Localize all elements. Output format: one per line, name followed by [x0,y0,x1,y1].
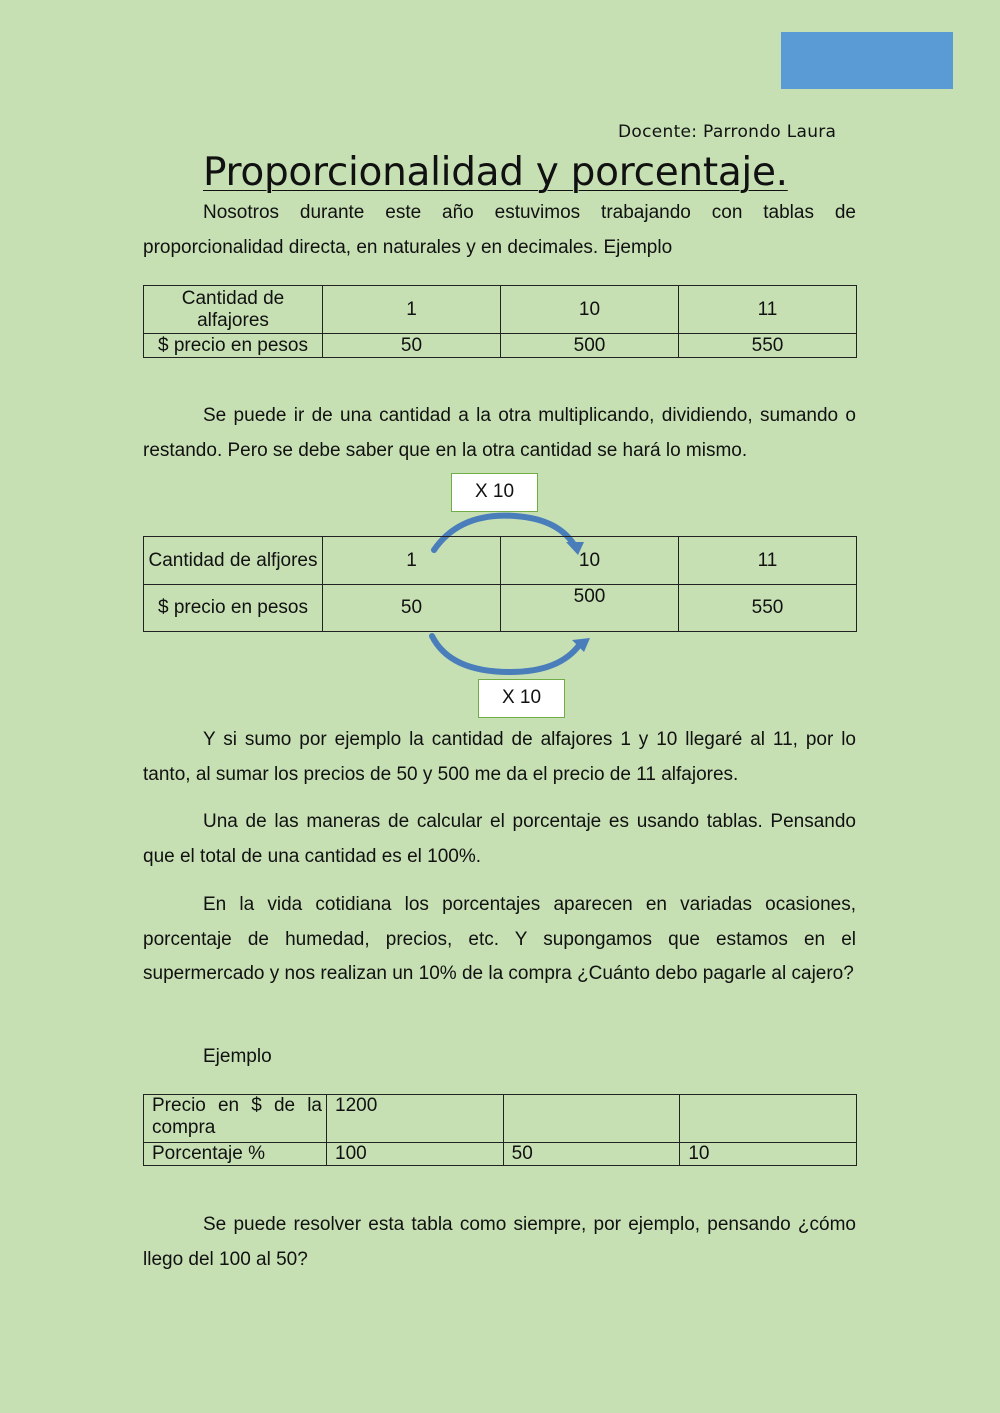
bottom-curved-arrow-icon [420,630,600,680]
table-alfajores-arrows [143,536,857,632]
table-cell: Precio en $ de la compra [144,1095,327,1143]
table-cell: 50 [503,1143,680,1166]
table-cell: 1 [323,286,501,334]
table-cell: Porcentaje % [144,1143,327,1166]
table-cell: 10 [501,286,679,334]
table-row [144,585,857,632]
table-cell: 550 [679,585,857,632]
table-cell [680,1095,857,1143]
table-row [144,1143,857,1166]
table-row [144,537,857,585]
example-label: Ejemplo [203,1046,272,1067]
table-cell: Cantidad de alfajores [144,286,323,334]
table-cell: 1 [323,537,501,585]
table-cell: 500 [501,334,679,358]
table-cell: Cantidad de alfjores [144,537,323,585]
table-cell: 10 [501,537,679,585]
table-cell [503,1095,680,1143]
table-cell: 100 [327,1143,504,1166]
page-title: Proporcionalidad y porcentaje. [203,150,788,195]
table-cell: 550 [679,334,857,358]
table-row [144,286,857,334]
table-cell: 11 [679,537,857,585]
header-color-box [781,32,953,89]
operations-paragraph: Se puede ir de una cantidad a la otra multiplicando, dividiendo, sumando o restando. Pero se debe saber que en la otra cantidad se hará lo mismo. [143,405,856,461]
table-row [144,1095,857,1143]
table-cell: 11 [679,286,857,334]
table-alfajores-example [143,285,857,358]
table-cell: 1200 [327,1095,504,1143]
table-row [144,334,857,358]
teacher-name: Docente: Parrondo Laura [618,122,837,142]
daily-life-paragraph: En la vida cotidiana los porcentajes aparecen en variadas ocasiones, porcentaje de humedad, precios, etc. Y supongamos que estamos en el supermercado y nos realizan un 10% de la compra ¿Cuánto debo pagarle al cajero? [143,894,856,985]
table-cell: $ precio en pesos [144,334,323,358]
table-cell: 500 [501,585,679,632]
table-percentage-example [143,1094,857,1166]
table-cell: 50 [323,585,501,632]
sum-paragraph: Y si sumo por ejemplo la cantidad de alfajores 1 y 10 llegaré al 11, por lo tanto, al sumar los precios de 50 y 500 me da el precio de 11 alfajores. [143,729,856,785]
top-multiplier-label: X 10 [451,473,538,512]
bottom-multiplier-label: X 10 [478,679,565,718]
table-cell: 50 [323,334,501,358]
closing-paragraph: Se puede resolver esta tabla como siempre, por ejemplo, pensando ¿cómo llego del 100 al 50? [143,1214,856,1270]
percentage-method-paragraph: Una de las maneras de calcular el porcentaje es usando tablas. Pensando que el total de una cantidad es el 100%. [143,811,856,867]
table-cell: $ precio en pesos [144,585,323,632]
intro-paragraph: Nosotros durante este año estuvimos trabajando con tablas de proporcionalidad directa, en naturales y en decimales. Ejemplo [143,202,856,258]
table-cell: 10 [680,1143,857,1166]
